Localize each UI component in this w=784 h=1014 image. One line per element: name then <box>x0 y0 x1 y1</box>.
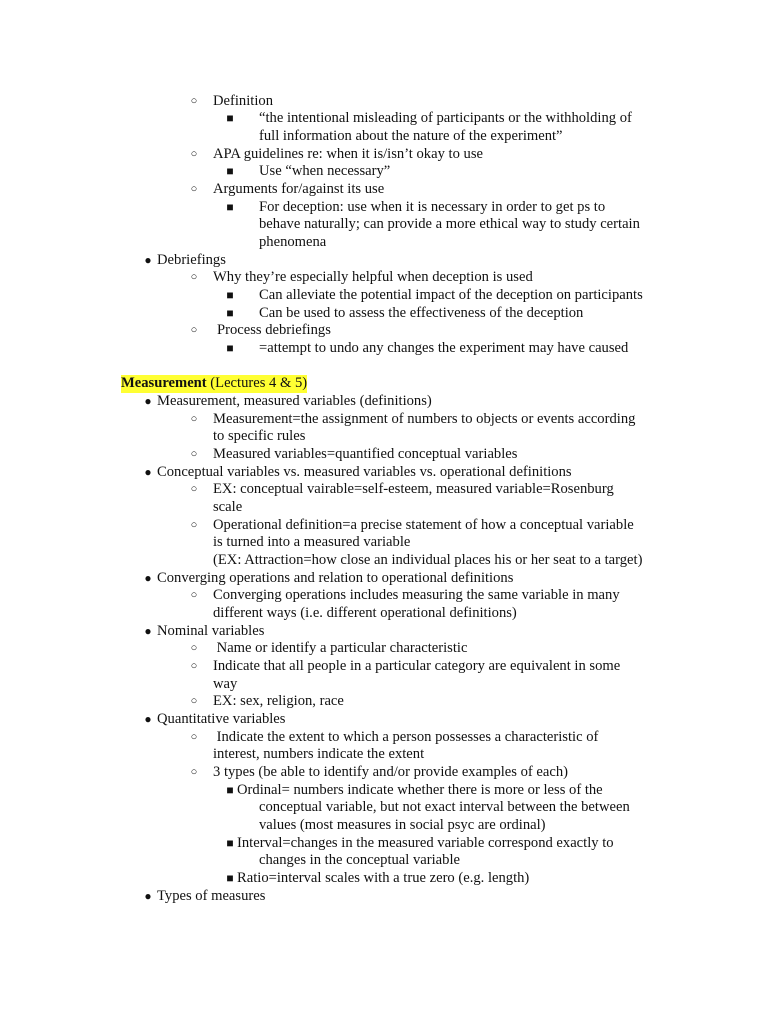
circle-bullet-icon: ○ <box>190 271 198 283</box>
definition-label: Definition <box>213 93 273 109</box>
ordinal-item: Ordinal= numbers indicate whether there is more or less of the <box>237 782 603 798</box>
conceptual-variables-item: EX: conceptual vairable=self-esteem, measured variable=Rosenburg <box>213 481 614 497</box>
process-debriefings-label: Process debriefings <box>217 322 331 338</box>
nominal-variables-item: Name or identify a particular characteristic <box>213 640 468 656</box>
measured-variables-label: Measurement, measured variables (definitions) <box>157 393 432 409</box>
circle-bullet-icon: ○ <box>190 148 198 160</box>
quantitative-variables-item: interest, numbers indicate the extent <box>213 746 425 762</box>
debriefings-why-item: Can be used to assess the effectiveness of the deception <box>259 305 584 321</box>
dot-bullet-icon: ● <box>144 465 152 479</box>
apa-text: Use “when necessary” <box>259 163 391 179</box>
measurement-heading-lectures: (Lectures 4 & 5) <box>206 375 308 391</box>
measured-variables-item: Measurement=the assignment of numbers to objects or events according <box>213 411 636 427</box>
debriefings-why-item: Can alleviate the potential impact of the deception on participants <box>259 287 643 303</box>
measurement-heading <box>121 375 307 393</box>
process-debriefings-text: =attempt to undo any changes the experiment may have caused <box>259 340 629 356</box>
square-bullet-icon: ■ <box>226 164 234 178</box>
apa-label: APA guidelines re: when it is/isn’t okay to use <box>213 146 483 162</box>
circle-bullet-icon: ○ <box>190 183 198 195</box>
square-bullet-icon: ■ <box>226 341 234 355</box>
square-bullet-icon: ■ <box>226 783 234 797</box>
circle-bullet-icon: ○ <box>190 519 198 531</box>
arguments-text: For deception: use when it is necessary in order to get ps to <box>259 199 606 215</box>
conceptual-variables-item: scale <box>213 499 243 515</box>
quantitative-variables-item: 3 types (be able to identify and/or provide examples of each) <box>213 764 568 780</box>
definition-text: full information about the nature of the experiment” <box>259 128 563 144</box>
square-bullet-icon: ■ <box>226 836 234 850</box>
circle-bullet-icon: ○ <box>190 660 198 672</box>
circle-bullet-icon: ○ <box>190 483 198 495</box>
converging-operations-item: Converging operations includes measuring the same variable in many <box>213 587 620 603</box>
ratio-item: Ratio=interval scales with a true zero (e.g. length) <box>237 870 530 886</box>
arguments-text: phenomena <box>259 234 327 250</box>
dot-bullet-icon: ● <box>144 712 152 726</box>
ordinal-item: conceptual variable, but not exact interval between the between <box>259 799 630 815</box>
circle-bullet-icon: ○ <box>190 95 198 107</box>
conceptual-variables-item: is turned into a measured variable <box>213 534 411 550</box>
circle-bullet-icon: ○ <box>190 413 198 425</box>
interval-item: Interval=changes in the measured variable correspond exactly to <box>237 835 614 851</box>
circle-bullet-icon: ○ <box>190 642 198 654</box>
square-bullet-icon: ■ <box>226 306 234 320</box>
debriefings-why-label: Why they’re especially helpful when deception is used <box>213 269 533 285</box>
debriefings-label: Debriefings <box>157 252 226 268</box>
circle-bullet-icon: ○ <box>190 589 198 601</box>
types-of-measures-label: Types of measures <box>157 888 266 904</box>
circle-bullet-icon: ○ <box>190 448 198 460</box>
ordinal-item: values (most measures in social psyc are ordinal) <box>259 817 546 833</box>
dot-bullet-icon: ● <box>144 253 152 267</box>
dot-bullet-icon: ● <box>144 889 152 903</box>
square-bullet-icon: ■ <box>226 111 234 125</box>
nominal-variables-label: Nominal variables <box>157 623 265 639</box>
circle-bullet-icon: ○ <box>190 695 198 707</box>
conceptual-variables-item: Operational definition=a precise statement of how a conceptual variable <box>213 517 634 533</box>
arguments-label: Arguments for/against its use <box>213 181 385 197</box>
definition-text: “the intentional misleading of participants or the withholding of <box>259 110 632 126</box>
circle-bullet-icon: ○ <box>190 766 198 778</box>
nominal-variables-item: way <box>213 676 238 692</box>
conceptual-variables-label: Conceptual variables vs. measured variables vs. operational definitions <box>157 464 572 480</box>
circle-bullet-icon: ○ <box>190 324 198 336</box>
measured-variables-item: Measured variables=quantified conceptual variables <box>213 446 518 462</box>
quantitative-variables-label: Quantitative variables <box>157 711 286 727</box>
dot-bullet-icon: ● <box>144 394 152 408</box>
square-bullet-icon: ■ <box>226 200 234 214</box>
dot-bullet-icon: ● <box>144 624 152 638</box>
quantitative-variables-item: Indicate the extent to which a person possesses a characteristic of <box>213 729 599 745</box>
converging-operations-label: Converging operations and relation to operational definitions <box>157 570 514 586</box>
nominal-variables-item: EX: sex, religion, race <box>213 693 344 709</box>
conceptual-variables-item: (EX: Attraction=how close an individual places his or her seat to a target) <box>213 552 643 568</box>
interval-item: changes in the conceptual variable <box>259 852 460 868</box>
dot-bullet-icon: ● <box>144 571 152 585</box>
measured-variables-item: to specific rules <box>213 428 306 444</box>
square-bullet-icon: ■ <box>226 288 234 302</box>
arguments-text: behave naturally; can provide a more ethical way to study certain <box>259 216 640 232</box>
square-bullet-icon: ■ <box>226 871 234 885</box>
nominal-variables-item: Indicate that all people in a particular category are equivalent in some <box>213 658 621 674</box>
converging-operations-item: different ways (i.e. different operational definitions) <box>213 605 517 621</box>
measurement-heading-bold: Measurement <box>121 375 207 391</box>
circle-bullet-icon: ○ <box>190 731 198 743</box>
